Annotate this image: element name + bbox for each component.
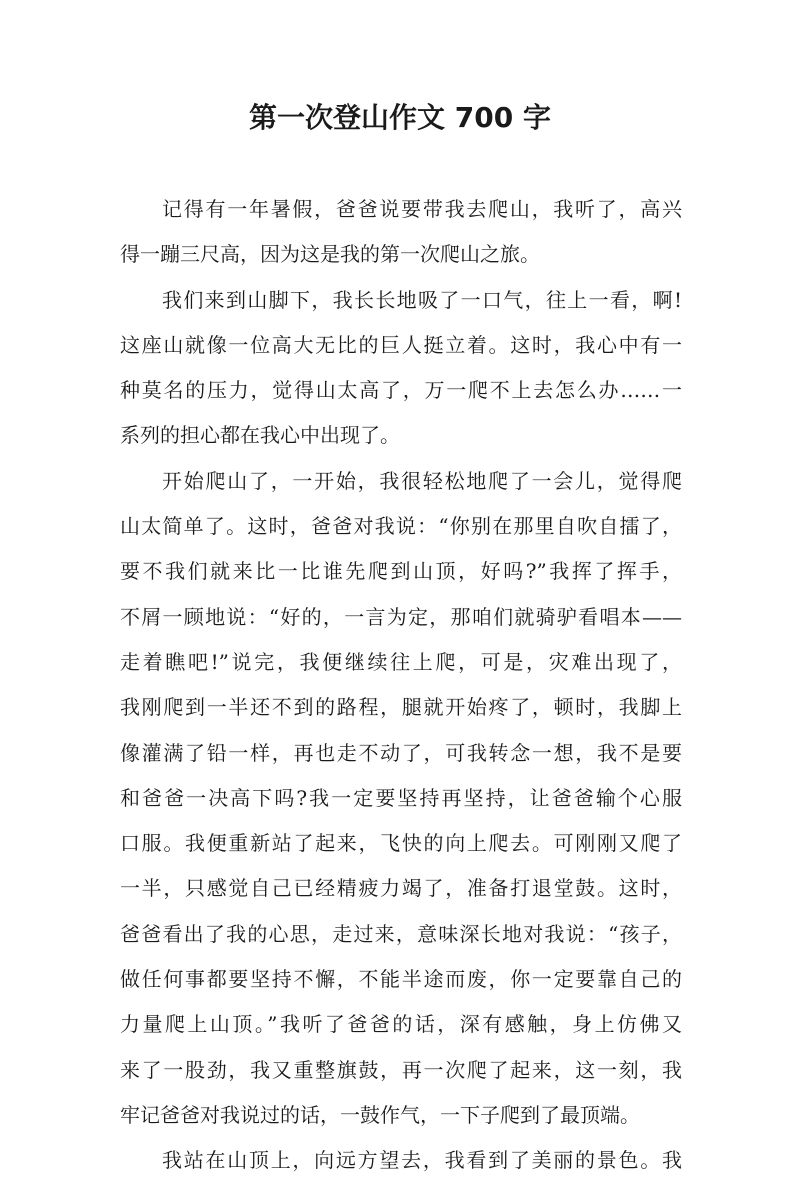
- text-line: 得一蹦三尺高，因为这是我的第一次爬山之旅。: [120, 242, 540, 267]
- text-line: 和爸爸一决高下吗?我一定要坚持再坚持，让爸爸输个心服: [120, 785, 682, 810]
- text-line: 要不我们就来比一比谁先爬到山顶，好吗?”我挥了挥手，: [120, 559, 682, 584]
- text-line: 一半，只感觉自己已经精疲力竭了，准备打退堂鼓。这时，: [120, 876, 682, 901]
- text-line: 记得有一年暑假，爸爸说要带我去爬山，我听了，高兴: [162, 197, 682, 221]
- text-line: 开始爬山了，一开始，我很轻松地爬了一会儿，觉得爬: [162, 468, 682, 493]
- text-line: 口服。我便重新站了起来，飞快的向上爬去。可刚刚又爬了: [120, 831, 682, 856]
- text-line: 种莫名的压力，觉得山太高了，万一爬不上去怎么办……一: [120, 378, 682, 403]
- text-line: 走着瞧吧!”说完，我便继续往上爬，可是，灾难出现了，: [120, 649, 682, 674]
- text-line: 像灌满了铅一样，再也走不动了，可我转念一想，我不是要: [120, 740, 682, 765]
- text-line: 我刚爬到一半还不到的路程，腿就开始疼了，顿时，我脚上: [120, 695, 682, 720]
- text-line: 牢记爸爸对我说过的话，一鼓作气，一下子爬到了最顶端。: [120, 1102, 640, 1127]
- text-line: 不屑一顾地说：“好的，一言为定，那咱们就骑驴看唱本——: [120, 604, 682, 629]
- text-line: 我们来到山脚下，我长长地吸了一口气，往上一看，啊!: [162, 287, 682, 312]
- text-line: 我站在山顶上，向远方望去，我看到了美丽的景色。我: [162, 1148, 682, 1173]
- text-line: 力量爬上山顶。”我听了爸爸的话，深有感触，身上仿佛又: [120, 1012, 682, 1037]
- text-line: 这座山就像一位高大无比的巨人挺立着。这时，我心中有一: [120, 332, 682, 357]
- text-line: 山太简单了。这时，爸爸对我说：“你别在那里自吹自擂了，: [120, 514, 682, 539]
- text-line: 爸爸看出了我的心思，走过来，意味深长地对我说：“孩子，: [120, 921, 682, 946]
- text-line: 做任何事都要坚持不懈，不能半途而废，你一定要靠自己的: [120, 967, 682, 992]
- page-title: 第一次登山作文 700 字: [249, 101, 551, 134]
- essay-body: [120, 187, 682, 1184]
- text-line: 来了一股劲，我又重整旗鼓，再一次爬了起来，这一刻，我: [120, 1057, 682, 1082]
- text-line: 系列的担心都在我心中出现了。: [120, 423, 400, 448]
